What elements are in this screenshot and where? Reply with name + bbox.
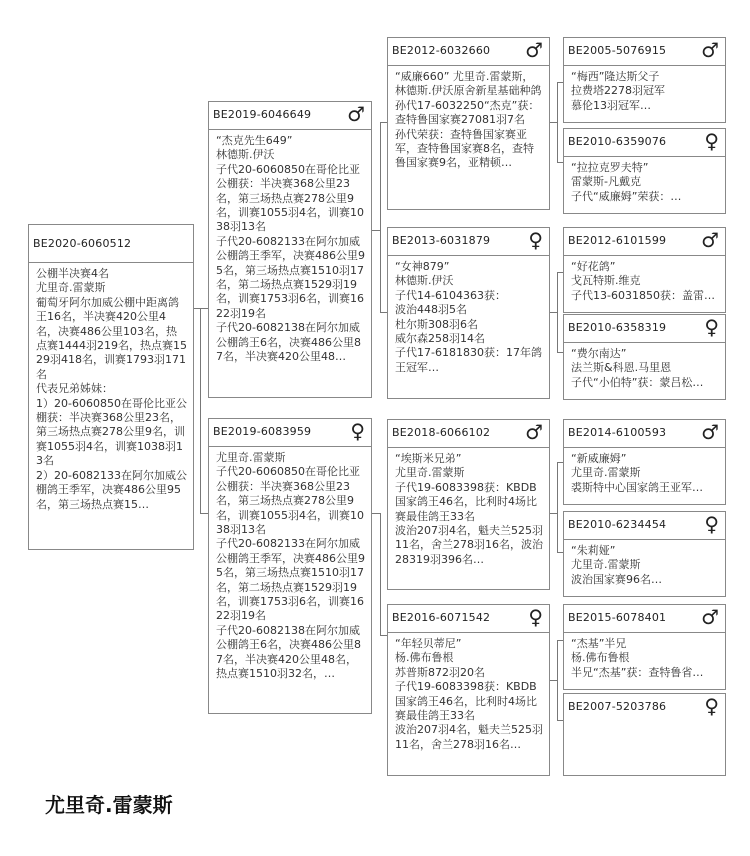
- dam-sire-ring: BE2018-6066102: [392, 426, 491, 439]
- female-icon: ♀: [704, 694, 719, 718]
- male-icon: ♂: [701, 605, 719, 629]
- g3-ring: BE2010-6359076: [568, 135, 667, 148]
- male-icon: ♂: [701, 228, 719, 252]
- subject-ring: BE2020-6060512: [33, 237, 132, 250]
- g3-card-1: [563, 37, 726, 123]
- sire-dam-text: “女神879” 林德斯.伊沃 子代14-6104363获： 波治448羽5名 杜尔斯308羽6名 威尔森258羽14名 子代17-6181830获：17年鸽王冠军…: [388, 255, 549, 375]
- g3-text: “新威廉姆” 尤里奇.雷蒙斯 裘斯特中心国家鸽王亚军…: [564, 447, 725, 495]
- g3-card-3: [563, 227, 726, 313]
- dam-ring: BE2019-6083959: [213, 425, 312, 438]
- male-icon: ♂: [701, 420, 719, 444]
- connector-line: [550, 680, 557, 681]
- g3-ring: BE2007-5203786: [568, 700, 667, 713]
- female-icon: ♀: [704, 129, 719, 153]
- sire-sire-card: [387, 37, 550, 210]
- dam-card: [208, 418, 372, 714]
- male-icon: ♂: [525, 38, 543, 62]
- g3-ring: BE2010-6234454: [568, 518, 667, 531]
- connector-line: [557, 640, 558, 720]
- connector-line: [557, 82, 558, 162]
- connector-line: [372, 513, 380, 514]
- g3-card-4: [563, 314, 726, 400]
- connector-line: [550, 122, 557, 123]
- connector-line: [550, 513, 557, 514]
- g3-ring: BE2012-6101599: [568, 234, 667, 247]
- connector-line: [557, 272, 558, 352]
- dam-sire-card: [387, 419, 550, 590]
- sire-dam-card: [387, 227, 550, 399]
- dam-sire-text: “埃斯米兄弟” 尤里奇.雷蒙斯 子代19-6083398获：KBDB国家鸽王46名，比利时4场比赛最佳鸽王33名 波治207羽4名，魁夫兰525羽11名，舍兰278羽16名，波治28319羽396名…: [388, 447, 549, 567]
- connector-line: [200, 513, 208, 514]
- connector-line: [380, 122, 381, 312]
- g3-ring: BE2005-5076915: [568, 44, 667, 57]
- g3-ring: BE2010-6358319: [568, 321, 667, 334]
- female-icon: ♀: [704, 512, 719, 536]
- g3-card-5: [563, 419, 726, 505]
- sire-sire-text: “威廉660” 尤里奇.雷蒙斯，林德斯.伊沃原舍新星基础种鸽 孙代17-6032250“杰克”获：查特鲁国家赛27081羽7名 孙代荣获：查特鲁国家赛亚军，查特鲁国家赛8名，查特鲁国家赛9名，亚精顿…: [388, 65, 549, 171]
- female-icon: ♀: [704, 315, 719, 339]
- connector-line: [200, 308, 201, 513]
- g3-ring: BE2014-6100593: [568, 426, 667, 439]
- male-icon: ♂: [347, 102, 365, 126]
- dam-dam-card: [387, 604, 550, 776]
- g3-ring: BE2015-6078401: [568, 611, 667, 624]
- female-icon: ♀: [528, 605, 543, 629]
- female-icon: ♀: [528, 228, 543, 252]
- dam-dam-text: “年轻贝蒂尼” 杨.佛布鲁根 苏普斯872羽20名 子代19-6083398获：KBDB国家鸽王46名，比利时4场比赛最佳鸽王33名 波治207羽4名，魁夫兰525羽11名，舍兰278羽16名…: [388, 632, 549, 752]
- subject-card: [28, 224, 194, 550]
- male-icon: ♂: [525, 420, 543, 444]
- male-icon: ♂: [701, 38, 719, 62]
- sire-sire-ring: BE2012-6032660: [392, 44, 491, 57]
- page-title: 尤里奇.雷蒙斯: [45, 793, 173, 817]
- sire-text: “杰克先生649” 林德斯.伊沃 子代20-6060850在哥伦比亚公棚获：半决赛368公里23名，第三场热点赛278公里9名，训赛1055羽4名，训赛1038羽13名 子代20-6082133在阿尔加威公棚鸽王季军，决赛486公里95名，第三场热点赛1510羽17名，第二场热点赛1529羽19名，训赛1753羽6名，训赛1622羽19名 子代20-6082138在阿尔加威公棚鸽王6名，决赛486公里87名，半决赛420公里48…: [209, 129, 371, 365]
- g3-text: “拉拉克罗夫特” 雷蒙斯-凡戴克 子代“威廉姆”荣获：…: [564, 156, 725, 204]
- sire-card: [208, 101, 372, 398]
- sire-ring: BE2019-6046649: [213, 108, 312, 121]
- g3-text: “好花鸽” 戈瓦特斯.维克 子代13-6031850获：盖雷…: [564, 255, 725, 303]
- g3-card-2: [563, 128, 726, 214]
- g3-text: “朱莉娅” 尤里奇.雷蒙斯 波治国家赛96名…: [564, 539, 725, 587]
- connector-line: [372, 230, 380, 231]
- dam-text: 尤里奇.雷蒙斯 子代20-6060850在哥伦比亚公棚获：半决赛368公里23名，第三场热点赛278公里9名，训赛1055羽4名，训赛1038羽13名 子代20-6082133在阿尔加威公棚鸽王季军，决赛486公里95名，第三场热点赛1510羽17名，第二场热点赛1529羽19名，训赛1753羽6名，训赛1622羽19名 子代20-6082138在阿尔加威公棚鸽王6名，决赛486公里87名，半决赛420公里48名，热点赛1510羽32名，…: [209, 446, 371, 682]
- dam-dam-ring: BE2016-6071542: [392, 611, 491, 624]
- connector-line: [550, 312, 557, 313]
- sire-dam-ring: BE2013-6031879: [392, 234, 491, 247]
- g3-card-7: [563, 604, 726, 690]
- g3-text: “梅西”隆达斯父子 拉费塔2278羽冠军 慕伦13羽冠军…: [564, 65, 725, 113]
- subject-text: 公棚半决赛4名 尤里奇.雷蒙斯 葡萄牙阿尔加威公棚中距离鸽王16名，半决赛420公里4名，决赛486公里103名，热点赛1444羽219名，热点赛1529羽418名，训赛1793羽171名 代表兄弟姊妹： 1）20-6060850在哥伦比亚公棚获：半决赛368公里23名，第三场热点赛278公里9名，训赛1055羽4名，训赛1038羽13名 2）20-6082133在阿尔加威公棚鸽王季军，决赛486公里95名，第三场热点赛15…: [29, 262, 193, 512]
- connector-line: [557, 462, 558, 552]
- female-icon: ♀: [350, 419, 365, 443]
- g3-text: “费尔南达” 法兰斯&科恩.马里恩 子代“小伯特”获：蒙吕松…: [564, 342, 725, 390]
- g3-card-6: [563, 511, 726, 597]
- g3-card-8: [563, 693, 726, 776]
- connector-line: [194, 308, 208, 309]
- g3-text: “杰基”半兄 杨.佛布鲁根 半兄“杰基”获：查特鲁省…: [564, 632, 725, 680]
- connector-line: [380, 513, 381, 635]
